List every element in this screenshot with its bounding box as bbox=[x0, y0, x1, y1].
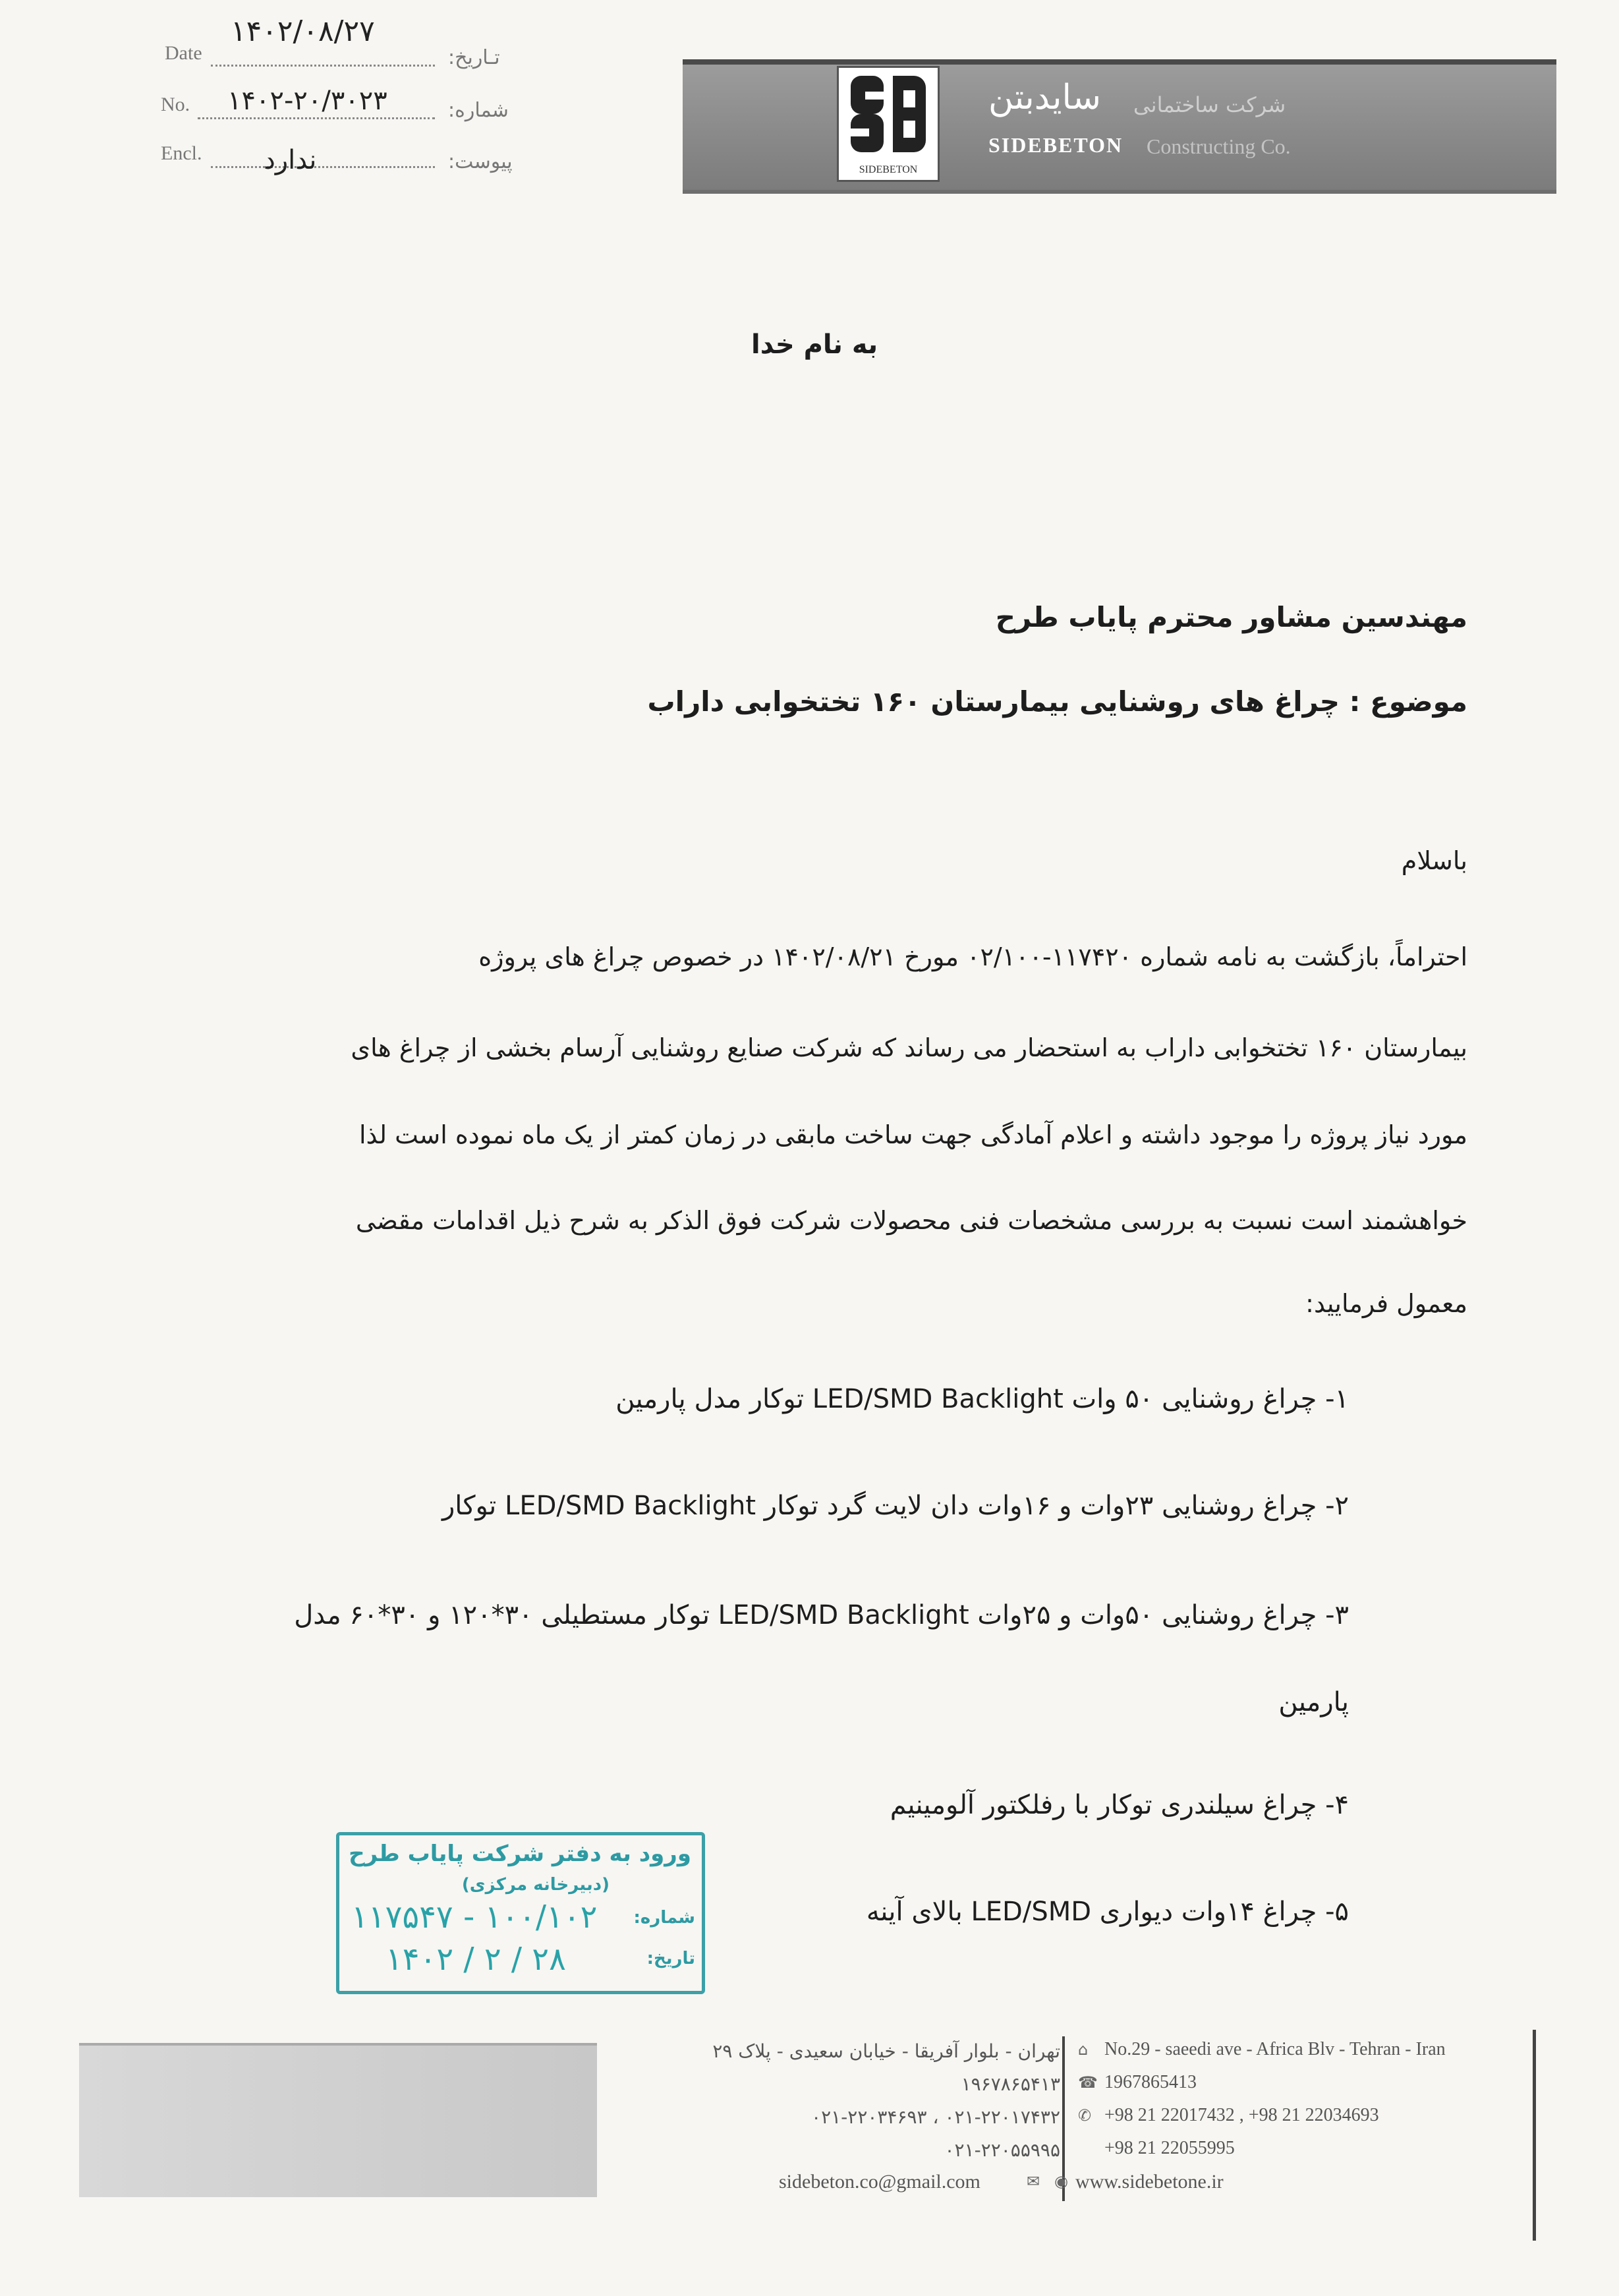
company-name-fa-prefix: شرکت ساختمانی bbox=[1133, 92, 1286, 117]
date-label-fa: تـاریخ: bbox=[448, 46, 500, 69]
mail-icon: ✉ bbox=[1027, 2172, 1040, 2191]
list-item: ۳- چراغ روشنایی ۵۰وات و ۲۵وات LED/SMD Backlight توکار مستطیلی ۳۰*۱۲۰ و ۳۰*۶۰ مدل bbox=[294, 1600, 1349, 1630]
list-item: ۵- چراغ ۱۴وات دیواری LED/SMD بالای آینه bbox=[866, 1897, 1349, 1927]
number-value: ۱۴۰۲-۲۰/۳۰۲۳ bbox=[227, 86, 387, 116]
footer-grey-bar bbox=[79, 2043, 597, 2197]
company-header-band bbox=[683, 59, 1556, 194]
body-line: بیمارستان ۱۶۰ تختخوابی داراب به استحضار می رساند که شرکت صنایع روشنایی آرسام بخشی از چراغ های bbox=[351, 1033, 1467, 1062]
footer-fax-fa: ۱۹۶۷۸۶۵۴۱۳ bbox=[961, 2073, 1060, 2095]
date-value: ۱۴۰۲/۰۸/۲۷ bbox=[231, 14, 375, 48]
subject: موضوع : چراغ های روشنایی بیمارستان ۱۶۰ تختخوابی داراب bbox=[647, 685, 1467, 718]
list-item: ۴- چراغ سیلندری توکار با رفلکتور آلومینیم bbox=[890, 1790, 1349, 1820]
body-line: احتراماً، بازگشت به نامه شماره ۱۱۷۴۲۰-۰۲/۱۰۰ مورخ ۱۴۰۲/۰۸/۲۱ در خصوص چراغ های پروژه bbox=[478, 942, 1467, 971]
home-icon: ⌂ bbox=[1078, 2040, 1089, 2059]
footer-fax-en: 1967865413 bbox=[1104, 2072, 1197, 2092]
date-dots bbox=[211, 65, 435, 67]
footer-address-fa: تهران - بلوار آفریقا - خیابان سعیدی - پلاک ۲۹ bbox=[712, 2040, 1060, 2062]
logo-caption: SIDEBETON bbox=[859, 164, 918, 175]
date-label-en: Date bbox=[165, 42, 202, 64]
fax-icon: ☎ bbox=[1078, 2073, 1098, 2092]
footer-phone-fa: ۰۲۱-۲۲۰۱۷۴۳۲ ، ۰۲۱-۲۲۰۳۴۶۹۳ bbox=[811, 2106, 1060, 2128]
footer-email[interactable]: sidebeton.co@gmail.com bbox=[779, 2171, 980, 2193]
body-line: معمول فرمایید: bbox=[1305, 1289, 1467, 1318]
stamp-date-value: ۱۴۰۲ / ۲ / ۲۸ bbox=[385, 1941, 566, 1978]
footer-address-en: No.29 - saeedi ave - Africa Blv - Tehran - Iran bbox=[1104, 2039, 1446, 2059]
number-label-en: No. bbox=[161, 94, 190, 115]
enclosure-dots bbox=[211, 166, 435, 168]
stamp-date-label: تاریخ: bbox=[646, 1949, 695, 1968]
body-line: خواهشمند است نسبت به بررسی مشخصات فنی محصولات شرکت فوق الذکر به شرح ذیل اقدامات مقضی bbox=[355, 1206, 1467, 1235]
enclosure-label-fa: پیوست: bbox=[448, 150, 513, 173]
list-item: پارمین bbox=[1278, 1687, 1349, 1717]
phone-icon: ✆ bbox=[1078, 2106, 1092, 2125]
stamp-number-label: شماره: bbox=[633, 1908, 695, 1928]
number-label-fa: شماره: bbox=[448, 99, 509, 122]
reception-stamp bbox=[336, 1832, 705, 1994]
stamp-number-value: ۱۱۷۵۴۷ - ۱۰۰/۱۰۲ bbox=[351, 1899, 598, 1936]
greeting: باسلام bbox=[1401, 846, 1467, 875]
sb-logo-icon bbox=[839, 68, 938, 160]
footer-phone2-fa: ۰۲۱-۲۲۰۵۵۹۹۵ bbox=[944, 2139, 1060, 2161]
body-line: مورد نیاز پروژه را موجود داشته و اعلام آمادگی جهت ساخت مابقی در زمان کمتر از یک ماه نموده است لذا bbox=[358, 1120, 1467, 1149]
list-item: ۱- چراغ روشنایی ۵۰ وات LED/SMD Backlight توکار مدل پارمین bbox=[615, 1384, 1349, 1414]
company-name-en: SIDEBETON bbox=[988, 133, 1123, 157]
enclosure-value: ندارد bbox=[264, 145, 317, 175]
company-logo bbox=[837, 66, 940, 182]
enclosure-label-en: Encl. bbox=[161, 142, 202, 164]
footer-website[interactable]: www.sidebetone.ir bbox=[1075, 2171, 1224, 2193]
company-name-en-suffix: Constructing Co. bbox=[1147, 134, 1291, 158]
stamp-subtitle: (دبیرخانه مرکزی) bbox=[461, 1875, 610, 1895]
footer-right-rule bbox=[1533, 2030, 1536, 2241]
basmala-heading: به نام خدا bbox=[751, 330, 878, 360]
recipient: مهندسین مشاور محترم پایاب طرح bbox=[995, 601, 1467, 633]
stamp-title: ورود به دفتر شرکت پایاب طرح bbox=[349, 1841, 691, 1867]
number-dots bbox=[198, 117, 435, 119]
globe-icon: ◉ bbox=[1054, 2172, 1068, 2191]
footer-phone2-en: +98 21 22055995 bbox=[1104, 2138, 1235, 2158]
list-item: ۲- چراغ روشنایی ۲۳وات و ۱۶وات دان لایت گرد توکار LED/SMD Backlight توکار bbox=[441, 1491, 1349, 1521]
company-name-fa: سایدبتن bbox=[988, 78, 1101, 117]
footer-phone-en: +98 21 22017432 , +98 21 22034693 bbox=[1104, 2105, 1379, 2125]
